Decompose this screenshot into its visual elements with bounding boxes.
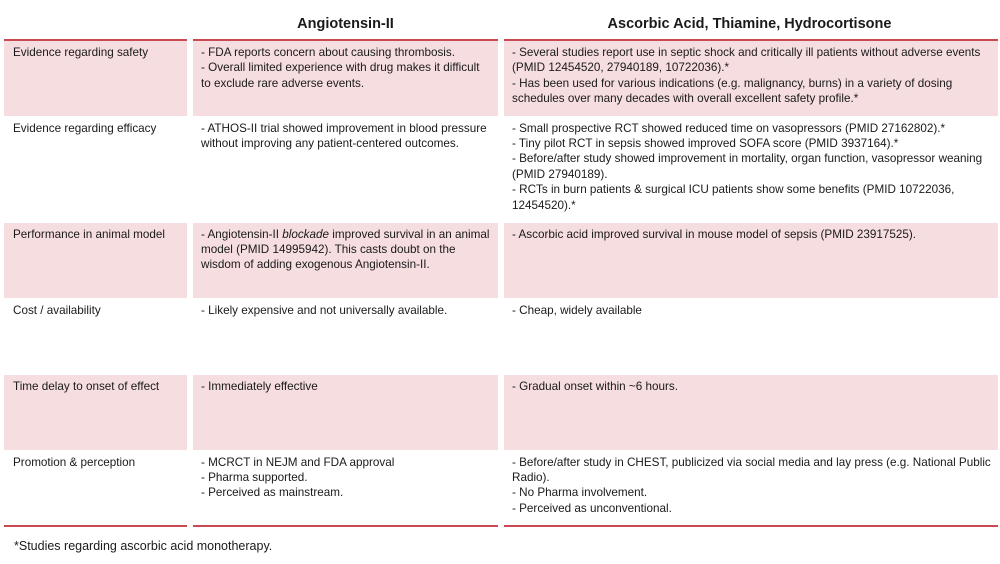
cell-line: - Cheap, widely available (512, 303, 642, 317)
ascorbic-cell (501, 116, 998, 222)
angiotensin-cell (190, 40, 501, 116)
row-label: Performance in animal model (4, 222, 190, 298)
header-row (4, 8, 998, 40)
angiotensin-cell (190, 298, 501, 374)
row-label: Evidence regarding safety (4, 40, 190, 116)
table-row (4, 374, 998, 450)
table-row (4, 116, 998, 222)
row-label: Time delay to onset of effect (4, 374, 190, 450)
ascorbic-cell (501, 374, 998, 450)
cell-line: - Gradual onset within ~6 hours. (512, 379, 678, 393)
row-label: Promotion & perception (4, 450, 190, 526)
table-row (4, 298, 998, 374)
table-row (4, 40, 998, 116)
cell-line: - ATHOS-II trial showed improvement in blood pressure without improving any patient-centered outcomes. (201, 121, 487, 150)
cell-line: - Ascorbic acid improved survival in mouse model of sepsis (PMID 23917525). (512, 227, 917, 241)
cell-line: - Immediately effective (201, 379, 318, 393)
angiotensin-cell (190, 450, 501, 526)
ascorbic-cell (501, 450, 998, 526)
ascorbic-cell (501, 222, 998, 298)
cell-line: - Pharma supported. (201, 470, 308, 484)
cell-line: - Perceived as unconventional. (512, 501, 672, 515)
cell-line: - No Pharma involvement. (512, 486, 648, 500)
cell-text-post: improved survival in an animal model (PMID 14995942). This casts doubt on the wisdom of adding exogenous Angiotensin-II. (201, 227, 490, 272)
table-row (4, 222, 998, 298)
cell-line: - Before/after study showed improvement in mortality, organ function, vasopressor weaning (PMID 27940189). (512, 152, 983, 181)
angiotensin-cell (190, 116, 501, 222)
cell-text-pre: - Angiotensin-II (201, 227, 283, 241)
header-blank (4, 8, 190, 40)
cell-line: - RCTs in burn patients & surgical ICU patients show some benefits (PMID 10722036, 12454520).* (512, 183, 955, 212)
table-row (4, 450, 998, 526)
cell-line: - MCRCT in NEJM and FDA approval (201, 455, 395, 469)
cell-line: - Has been used for various indications (e.g. malignancy, burns) in a variety of dosing schedules over many decades with overall excellent safety profile.* (512, 76, 953, 106)
cell-line: - Overall limited experience with drug makes it difficult to exclude rare adverse events. (201, 61, 480, 90)
cell-line: - FDA reports concern about causing thrombosis. (201, 46, 455, 59)
cell-line: - Several studies report use in septic shock and critically ill patients without adverse events (PMID 12454520, 27940189, 10722036).* (512, 46, 981, 75)
cell-line: - Perceived as mainstream. (201, 486, 344, 500)
ascorbic-cell (501, 298, 998, 374)
comparison-table (4, 8, 998, 527)
cell-line: - Likely expensive and not universally available. (201, 303, 448, 317)
header-ascorbic: Ascorbic Acid, Thiamine, Hydrocortisone (501, 8, 998, 40)
row-label: Cost / availability (4, 298, 190, 374)
cell-line: - Tiny pilot RCT in sepsis showed improved SOFA score (PMID 3937164).* (512, 136, 899, 150)
cell-text-italic: blockade (282, 227, 330, 241)
angiotensin-cell (190, 374, 501, 450)
footnote: *Studies regarding ascorbic acid monotherapy. (14, 539, 273, 553)
ascorbic-cell (501, 40, 998, 116)
header-angiotensin: Angiotensin-II (190, 8, 501, 40)
angiotensin-cell (190, 222, 501, 298)
cell-line: - Small prospective RCT showed reduced time on vasopressors (PMID 27162802).* (512, 121, 946, 135)
cell-line: - Before/after study in CHEST, publicized via social media and lay press (e.g. National Public Radio). (512, 455, 991, 484)
row-label: Evidence regarding efficacy (4, 116, 190, 222)
